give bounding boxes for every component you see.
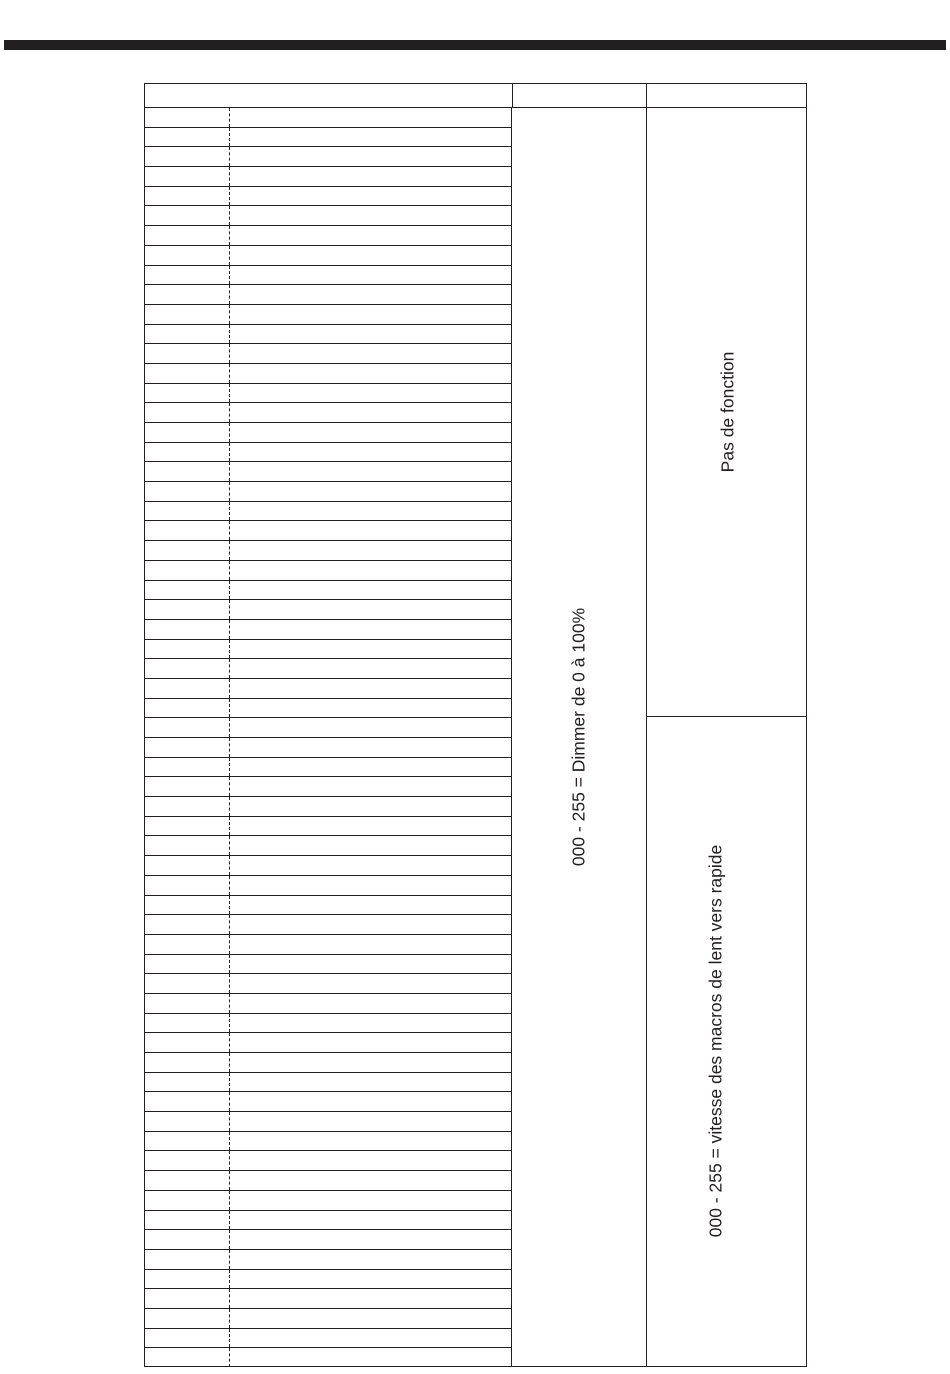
row-value-cell: [145, 266, 229, 284]
row-value-cell: [145, 1073, 229, 1091]
row-description-cell: [231, 777, 512, 796]
table-row: [144, 1091, 512, 1111]
row-value-cell: [145, 187, 229, 205]
row-dashed-divider: [229, 1309, 230, 1328]
row-dashed-divider: [229, 344, 230, 363]
table-row: [144, 1269, 512, 1288]
table-row: [144, 205, 512, 225]
row-value-cell: [145, 325, 229, 343]
table-row: [144, 1249, 512, 1269]
row-dashed-divider: [229, 108, 230, 127]
table-row: [144, 107, 512, 127]
row-dashed-divider: [229, 502, 230, 520]
row-description-cell: [231, 462, 512, 481]
row-value-cell: [145, 561, 229, 580]
table-row: [144, 737, 512, 757]
table-row: [144, 1347, 512, 1367]
row-value-cell: [145, 502, 229, 520]
row-description-cell: [231, 600, 512, 619]
table-row: [144, 658, 512, 678]
row-value-cell: [145, 364, 229, 383]
row-dashed-divider: [229, 1329, 230, 1347]
row-description-cell: [231, 1230, 512, 1249]
row-dashed-divider: [229, 994, 230, 1013]
table-row: [144, 540, 512, 560]
row-description-cell: [231, 974, 512, 993]
row-dashed-divider: [229, 876, 230, 895]
row-dashed-divider: [229, 1014, 230, 1032]
row-value-cell: [145, 955, 229, 973]
table-row: [144, 698, 512, 717]
row-description-cell: [231, 147, 512, 166]
row-value-cell: [145, 246, 229, 265]
row-value-cell: [145, 620, 229, 639]
row-description-cell: [231, 718, 512, 737]
row-value-cell: [145, 600, 229, 619]
row-value-cell: [145, 640, 229, 658]
row-dashed-divider: [229, 856, 230, 875]
table-row: [144, 619, 512, 639]
table-row: [144, 146, 512, 166]
row-dashed-divider: [229, 699, 230, 717]
row-description-cell: [231, 935, 512, 954]
table-row: [144, 442, 512, 461]
row-description-cell: [231, 758, 512, 776]
row-dashed-divider: [229, 1230, 230, 1249]
table-row: [144, 461, 512, 481]
dimmer-range-text: 000 - 255 = Dimmer de 0 à 100%: [568, 607, 589, 867]
row-value-cell: [145, 384, 229, 402]
table-row: [144, 324, 512, 343]
row-dashed-divider: [229, 640, 230, 658]
row-dashed-divider: [229, 246, 230, 265]
row-description-cell: [231, 1329, 512, 1347]
row-dashed-divider: [229, 226, 230, 245]
row-value-cell: [145, 403, 229, 422]
row-description-cell: [231, 1289, 512, 1308]
function-split-line: [646, 716, 807, 717]
row-dashed-divider: [229, 600, 230, 619]
row-dashed-divider: [229, 738, 230, 757]
row-dashed-divider: [229, 955, 230, 973]
row-value-cell: [145, 1329, 229, 1347]
table-row: [144, 934, 512, 954]
row-value-cell: [145, 659, 229, 678]
row-dashed-divider: [229, 285, 230, 304]
row-description-cell: [231, 896, 512, 914]
row-value-cell: [145, 226, 229, 245]
table-row: [144, 186, 512, 205]
row-description-cell: [231, 403, 512, 422]
header-cell-value: [144, 83, 513, 108]
row-description-cell: [231, 541, 512, 560]
table-row: [144, 855, 512, 875]
row-description-cell: [231, 1073, 512, 1091]
row-description-cell: [231, 1014, 512, 1032]
row-description-cell: [231, 640, 512, 658]
row-description-cell: [231, 1211, 512, 1229]
table-row: [144, 1210, 512, 1229]
row-value-cell: [145, 915, 229, 934]
row-description-cell: [231, 226, 512, 245]
row-value-cell: [145, 836, 229, 855]
table-row: [144, 166, 512, 186]
row-value-cell: [145, 876, 229, 895]
table-row: [144, 776, 512, 796]
header-cell-description: [646, 83, 807, 108]
value-rows: [144, 107, 512, 1367]
row-description-cell: [231, 344, 512, 363]
row-description-cell: [231, 797, 512, 816]
table-row: [144, 1308, 512, 1328]
row-dashed-divider: [229, 462, 230, 481]
row-description-cell: [231, 1151, 512, 1170]
row-dashed-divider: [229, 423, 230, 442]
row-value-cell: [145, 1014, 229, 1032]
table-row: [144, 1013, 512, 1032]
row-dashed-divider: [229, 777, 230, 796]
row-value-cell: [145, 738, 229, 757]
row-value-cell: [145, 305, 229, 324]
row-dashed-divider: [229, 305, 230, 324]
table-row: [144, 993, 512, 1013]
row-value-cell: [145, 1033, 229, 1052]
row-description-cell: [231, 1132, 512, 1150]
row-description-cell: [231, 581, 512, 599]
row-description-cell: [231, 915, 512, 934]
row-dashed-divider: [229, 541, 230, 560]
table-row: [144, 717, 512, 737]
row-dashed-divider: [229, 206, 230, 225]
row-description-cell: [231, 620, 512, 639]
table-row: [144, 245, 512, 265]
row-value-cell: [145, 1270, 229, 1288]
row-dashed-divider: [229, 364, 230, 383]
table-row: [144, 422, 512, 442]
row-dashed-divider: [229, 896, 230, 914]
row-description-cell: [231, 876, 512, 895]
row-description-cell: [231, 955, 512, 973]
row-description-cell: [231, 1092, 512, 1111]
table-row: [144, 1052, 512, 1072]
row-dashed-divider: [229, 561, 230, 580]
table-row: [144, 1032, 512, 1052]
row-description-cell: [231, 1171, 512, 1190]
table-row: [144, 343, 512, 363]
row-dashed-divider: [229, 187, 230, 205]
row-value-cell: [145, 758, 229, 776]
row-value-cell: [145, 344, 229, 363]
row-value-cell: [145, 679, 229, 698]
row-dashed-divider: [229, 659, 230, 678]
row-description-cell: [231, 1348, 512, 1367]
row-dashed-divider: [229, 974, 230, 993]
row-description-cell: [231, 1250, 512, 1269]
row-description-cell: [231, 266, 512, 284]
row-description-cell: [231, 502, 512, 520]
row-description-cell: [231, 206, 512, 225]
table-row: [144, 1072, 512, 1091]
row-value-cell: [145, 1211, 229, 1229]
row-description-cell: [231, 167, 512, 186]
row-description-cell: [231, 246, 512, 265]
table-row: [144, 363, 512, 383]
row-value-cell: [145, 797, 229, 816]
row-value-cell: [145, 994, 229, 1013]
row-value-cell: [145, 108, 229, 127]
row-dashed-divider: [229, 1151, 230, 1170]
row-description-cell: [231, 738, 512, 757]
row-dashed-divider: [229, 797, 230, 816]
row-dashed-divider: [229, 1073, 230, 1091]
row-value-cell: [145, 285, 229, 304]
row-dashed-divider: [229, 1033, 230, 1052]
row-dashed-divider: [229, 581, 230, 599]
row-value-cell: [145, 482, 229, 501]
row-dashed-divider: [229, 679, 230, 698]
top-rule: [4, 40, 946, 50]
row-description-cell: [231, 384, 512, 402]
table-row: [144, 481, 512, 501]
row-dashed-divider: [229, 718, 230, 737]
row-dashed-divider: [229, 403, 230, 422]
row-dashed-divider: [229, 758, 230, 776]
row-value-cell: [145, 1289, 229, 1308]
row-dashed-divider: [229, 482, 230, 501]
macro-speed-text: 000 - 255 = vitesse des macros de lent vers rapide: [705, 844, 726, 1238]
table-row: [144, 757, 512, 776]
row-value-cell: [145, 817, 229, 835]
table-row: [144, 973, 512, 993]
row-description-cell: [231, 817, 512, 835]
row-dashed-divider: [229, 1092, 230, 1111]
row-description-cell: [231, 187, 512, 205]
table-row: [144, 914, 512, 934]
row-value-cell: [145, 443, 229, 461]
row-description-cell: [231, 659, 512, 678]
row-description-cell: [231, 1270, 512, 1288]
table-row: [144, 265, 512, 284]
table-row: [144, 1190, 512, 1210]
row-dashed-divider: [229, 167, 230, 186]
row-description-cell: [231, 699, 512, 717]
row-dashed-divider: [229, 1191, 230, 1210]
table-row: [144, 875, 512, 895]
row-value-cell: [145, 167, 229, 186]
row-dashed-divider: [229, 817, 230, 835]
row-description-cell: [231, 128, 512, 146]
table-row: [144, 954, 512, 973]
table-row: [144, 580, 512, 599]
row-description-cell: [231, 836, 512, 855]
row-description-cell: [231, 108, 512, 127]
row-description-cell: [231, 561, 512, 580]
row-dashed-divider: [229, 521, 230, 540]
row-description-cell: [231, 994, 512, 1013]
row-value-cell: [145, 1132, 229, 1150]
table-row: [144, 560, 512, 580]
row-description-cell: [231, 521, 512, 540]
row-dashed-divider: [229, 128, 230, 146]
row-value-cell: [145, 541, 229, 560]
column-divider-1: [511, 107, 512, 1367]
row-value-cell: [145, 718, 229, 737]
row-dashed-divider: [229, 1053, 230, 1072]
row-dashed-divider: [229, 1289, 230, 1308]
row-value-cell: [145, 935, 229, 954]
table-row: [144, 599, 512, 619]
table-row: [144, 284, 512, 304]
table-row: [144, 639, 512, 658]
column-divider-2: [646, 107, 647, 1367]
row-description-cell: [231, 1191, 512, 1210]
header-cell-function: [512, 83, 647, 108]
table-row: [144, 1131, 512, 1150]
row-value-cell: [145, 1151, 229, 1170]
row-value-cell: [145, 974, 229, 993]
row-dashed-divider: [229, 443, 230, 461]
row-dashed-divider: [229, 1171, 230, 1190]
table-row: [144, 520, 512, 540]
row-value-cell: [145, 147, 229, 166]
row-value-cell: [145, 896, 229, 914]
row-description-cell: [231, 1053, 512, 1072]
row-value-cell: [145, 206, 229, 225]
row-value-cell: [145, 1191, 229, 1210]
table-row: [144, 816, 512, 835]
row-value-cell: [145, 777, 229, 796]
table-row: [144, 501, 512, 520]
row-description-cell: [231, 1309, 512, 1328]
row-description-cell: [231, 1033, 512, 1052]
table-row: [144, 402, 512, 422]
row-value-cell: [145, 423, 229, 442]
table-row: [144, 1170, 512, 1190]
row-value-cell: [145, 1112, 229, 1131]
row-description-cell: [231, 856, 512, 875]
row-dashed-divider: [229, 1132, 230, 1150]
table-row: [144, 678, 512, 698]
row-dashed-divider: [229, 1250, 230, 1269]
row-value-cell: [145, 1171, 229, 1190]
table-row: [144, 383, 512, 402]
row-dashed-divider: [229, 836, 230, 855]
row-description-cell: [231, 1112, 512, 1131]
table-row: [144, 1229, 512, 1249]
row-dashed-divider: [229, 147, 230, 166]
table-row: [144, 225, 512, 245]
row-dashed-divider: [229, 1211, 230, 1229]
row-description-cell: [231, 679, 512, 698]
row-value-cell: [145, 1230, 229, 1249]
no-function-text: Pas de fonction: [717, 351, 738, 473]
row-dashed-divider: [229, 1270, 230, 1288]
table-row: [144, 835, 512, 855]
table-row: [144, 304, 512, 324]
row-value-cell: [145, 699, 229, 717]
table-row: [144, 1111, 512, 1131]
row-dashed-divider: [229, 1112, 230, 1131]
row-dashed-divider: [229, 266, 230, 284]
row-description-cell: [231, 423, 512, 442]
row-description-cell: [231, 285, 512, 304]
table-row: [144, 1328, 512, 1347]
row-dashed-divider: [229, 935, 230, 954]
row-dashed-divider: [229, 325, 230, 343]
row-description-cell: [231, 325, 512, 343]
table-row: [144, 127, 512, 146]
row-value-cell: [145, 1348, 229, 1367]
row-dashed-divider: [229, 384, 230, 402]
table-row: [144, 1288, 512, 1308]
table-row: [144, 796, 512, 816]
row-value-cell: [145, 1250, 229, 1269]
row-value-cell: [145, 462, 229, 481]
row-value-cell: [145, 856, 229, 875]
row-value-cell: [145, 1053, 229, 1072]
row-value-cell: [145, 521, 229, 540]
table-row: [144, 1150, 512, 1170]
row-value-cell: [145, 1092, 229, 1111]
table-row: [144, 895, 512, 914]
row-dashed-divider: [229, 1348, 230, 1367]
row-value-cell: [145, 1309, 229, 1328]
row-description-cell: [231, 482, 512, 501]
row-dashed-divider: [229, 915, 230, 934]
row-description-cell: [231, 443, 512, 461]
row-value-cell: [145, 128, 229, 146]
row-dashed-divider: [229, 620, 230, 639]
row-value-cell: [145, 581, 229, 599]
row-description-cell: [231, 305, 512, 324]
row-description-cell: [231, 364, 512, 383]
